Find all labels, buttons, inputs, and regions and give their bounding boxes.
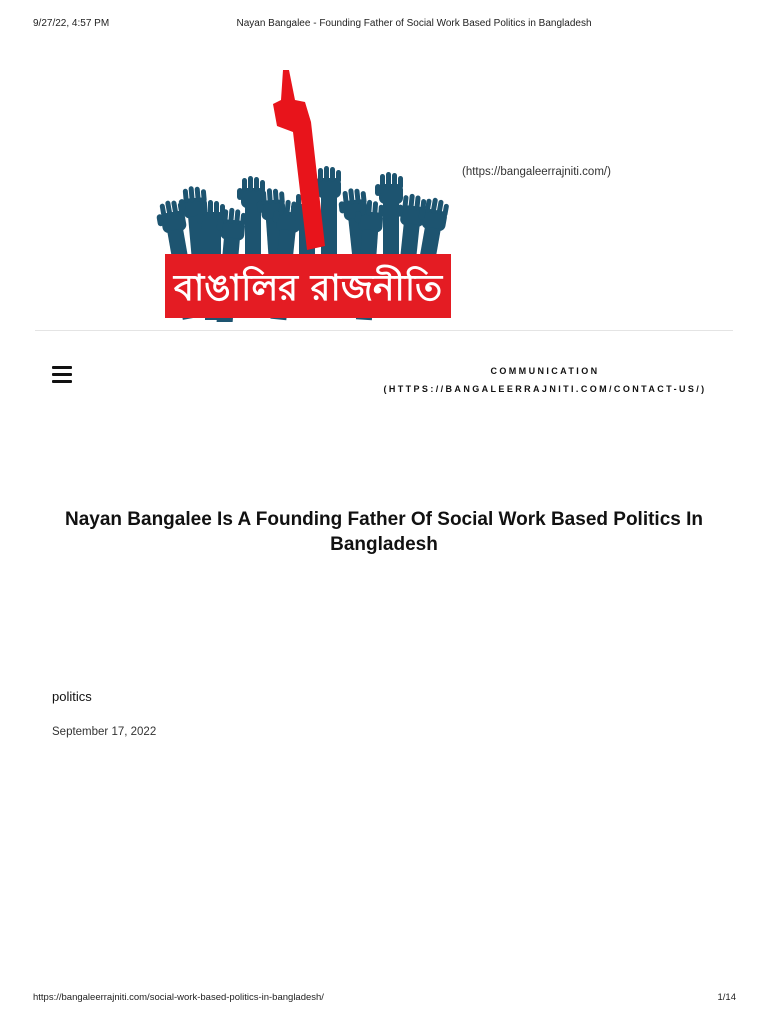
print-page-number: 1/14 xyxy=(717,992,736,1003)
nav-link-url: (HTTPS://BANGALEERRAJNITI.COM/CONTACT-US/) xyxy=(383,384,707,394)
home-link[interactable]: (https://bangaleerrajniti.com/) xyxy=(462,166,611,178)
post-category-link[interactable]: politics xyxy=(52,689,92,704)
nav-link-label: COMMUNICATION xyxy=(490,366,600,376)
site-logo[interactable] xyxy=(155,66,455,322)
post-title: Nayan Bangalee Is A Founding Father Of Social Work Based Politics In Bangladesh xyxy=(64,509,704,555)
logo-text: বাঙালির রাজনীতি xyxy=(173,268,443,309)
print-date: 9/27/22, 4:57 PM xyxy=(33,18,110,29)
print-title: Nayan Bangalee - Founding Father of Social Work Based Politics in Bangladesh xyxy=(236,18,592,29)
header-divider xyxy=(35,330,733,331)
hamburger-menu-icon[interactable] xyxy=(52,366,72,384)
print-footer-url: https://bangaleerrajniti.com/social-work-based-politics-in-bangladesh/ xyxy=(33,992,324,1003)
nav-communication-link[interactable] xyxy=(380,362,710,398)
logo-illustration xyxy=(155,66,455,322)
post-date: September 17, 2022 xyxy=(52,726,157,738)
